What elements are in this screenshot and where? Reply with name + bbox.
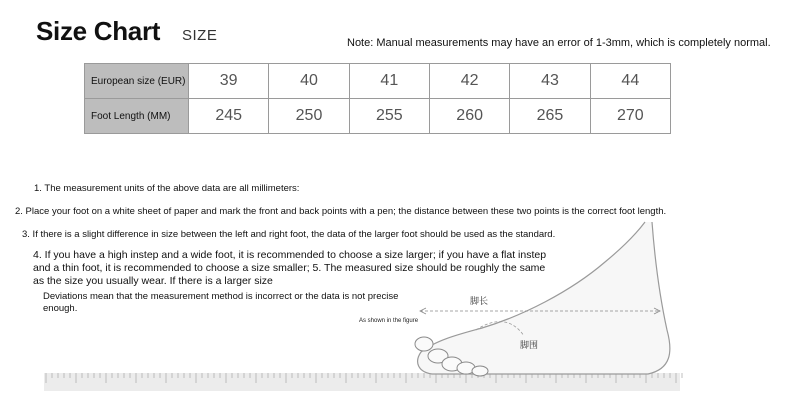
size-table	[84, 63, 671, 134]
instruction-3: 3. If there is a slight difference in size between the left and right foot, the data of the larger foot should be used as the standard.	[22, 229, 556, 240]
foot-outline	[418, 222, 670, 374]
foot-girth-label: 脚围	[520, 340, 539, 350]
figure-caption: As shown in the figure	[359, 318, 419, 324]
row-header: Foot Length (MM)	[85, 99, 189, 134]
table-cell: 40	[269, 64, 349, 99]
table-row	[85, 99, 671, 134]
table-cell: 44	[590, 64, 670, 99]
table-cell: 265	[510, 99, 590, 134]
table-cell: 39	[189, 64, 269, 99]
instruction-2: 2. Place your foot on a white sheet of paper and mark the front and back points with a pen; the distance between these two points is the correct foot length.	[15, 206, 667, 217]
table-cell: 255	[349, 99, 429, 134]
table-row	[85, 64, 671, 99]
table-cell: 41	[349, 64, 429, 99]
measurement-note: Note: Manual measurements may have an error of 1-3mm, which is completely normal.	[347, 37, 771, 49]
page-title: Size Chart	[36, 16, 161, 46]
foot-length-label: 脚长	[470, 296, 489, 306]
table-cell: 43	[510, 64, 590, 99]
table-cell: 42	[429, 64, 509, 99]
row-header: European size (EUR)	[85, 64, 189, 99]
ruler	[44, 373, 680, 391]
table-cell: 270	[590, 99, 670, 134]
instruction-1: 1. The measurement units of the above data are all millimeters:	[34, 183, 300, 194]
table-cell: 260	[429, 99, 509, 134]
page-subtitle: SIZE	[182, 27, 218, 44]
table-cell: 250	[269, 99, 349, 134]
deviation-note: Deviations mean that the measurement method is incorrect or the data is not precise enough.	[43, 291, 399, 314]
instruction-4: 4. If you have a high instep and a wide foot, it is recommended to choose a size larger; if you have a flat instep and a thin foot, it is recommended to choose a size smaller; 5. The measured size should be roughly the same as the size you usually wear. If there is a larger size	[33, 249, 547, 287]
table-cell: 245	[189, 99, 269, 134]
